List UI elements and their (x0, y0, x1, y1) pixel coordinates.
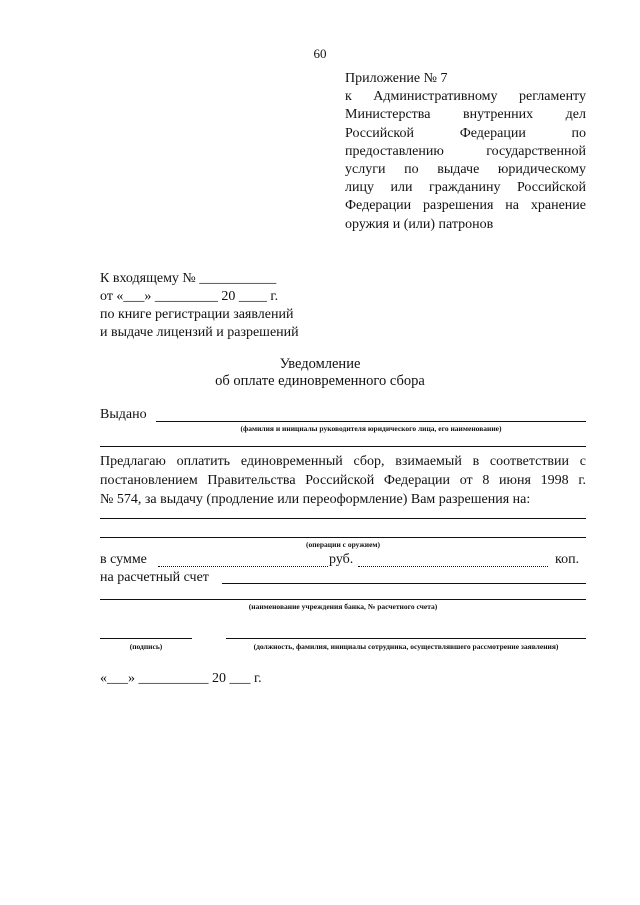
paragraph-line: № 574, за выдачу (продление или переоформление) Вам разрешения на: (100, 491, 531, 507)
account-label: на расчетный счет (100, 570, 209, 585)
appendix-block (345, 70, 586, 234)
officer-line (226, 638, 586, 639)
amount-label: в сумме (100, 552, 147, 567)
incoming-number-label: К входящему № ___________ (100, 271, 277, 286)
appendix-line: Федерации разрешения на хранение (345, 198, 586, 214)
issued-label: Выдано (100, 407, 147, 422)
account-caption: (наименование учреждения банка, № расчетного счета) (248, 602, 438, 611)
officer-caption: (должность, фамилия, инициалы сотрудника, осуществлявшего рассмотрение заявления) (253, 642, 559, 651)
issued-to-line-2 (100, 446, 586, 447)
operations-caption: (операции с оружием) (305, 540, 381, 549)
paragraph-line: Предлагаю оплатить единовременный сбор, взимаемый в соответствии с (100, 454, 586, 469)
signature-caption: (подпись) (129, 642, 163, 651)
rub-amount-line (158, 566, 328, 567)
appendix-line: Российской Федерации по (345, 125, 586, 141)
page-number: 60 (313, 46, 327, 61)
issued-caption: (фамилия и инициалы руководителя юридического лица, его наименование) (240, 424, 502, 433)
appendix-line: Министерства внутренних дел (345, 107, 586, 123)
issued-to-line (156, 421, 586, 422)
document-subtitle: об оплате единовременного сбора (215, 373, 425, 389)
document-title: Уведомление (279, 356, 361, 372)
operations-line-2 (100, 537, 586, 538)
registration-book-line1: по книге регистрации заявлений (100, 307, 294, 322)
appendix-line: предоставлению государственной (345, 143, 586, 159)
bank-details-line (100, 599, 586, 600)
signature-line (100, 638, 192, 639)
incoming-date-label: от «___» _________ 20 ____ г. (100, 289, 279, 304)
account-line (222, 583, 586, 584)
payment-paragraph (100, 453, 586, 509)
registration-book-line2: и выдаче лицензий и разрешений (100, 325, 299, 340)
appendix-line: лицу или гражданину Российской (345, 180, 586, 196)
kop-label: коп. (555, 552, 580, 567)
appendix-line: к Административному регламенту (345, 89, 586, 105)
appendix-line: оружия и (или) патронов (345, 216, 494, 232)
bottom-date: «___» __________ 20 ___ г. (100, 671, 262, 686)
rub-label: руб. (329, 552, 354, 567)
appendix-line: Приложение № 7 (345, 71, 448, 86)
appendix-line: услуги по выдаче юридическому (345, 161, 586, 177)
kop-amount-line (358, 566, 548, 567)
paragraph-line: постановлением Правительства Российской Федерации от 8 июня 1998 г. (100, 472, 586, 488)
operations-line-1 (100, 518, 586, 519)
